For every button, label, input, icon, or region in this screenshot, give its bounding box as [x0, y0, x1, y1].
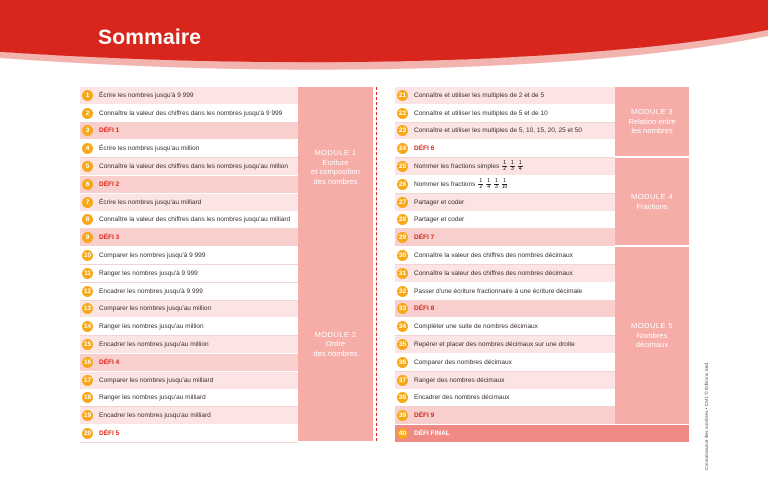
item-label: DÉFI 7: [414, 234, 435, 242]
module-4-title: MODULE 4: [630, 192, 674, 201]
item-label: Passer d'une écriture fractionnaire à une écriture décimale: [414, 287, 583, 295]
list-item: [395, 372, 615, 390]
list-item: [80, 87, 298, 105]
fraction: [486, 179, 491, 190]
item-label: DÉFI 5: [99, 430, 120, 438]
item-label: Ranger des nombres décimaux: [414, 376, 505, 384]
item-number-badge: 10: [83, 252, 92, 260]
item-label: Compléter une suite de nombres décimaux: [414, 323, 538, 331]
list-item: [80, 229, 298, 247]
fraction-numerator: 1: [518, 160, 522, 167]
module-4-line: Fractions: [636, 201, 668, 211]
item-number-badge: 4: [82, 143, 93, 154]
item-label: Écrire les nombres jusqu'au million: [99, 145, 200, 153]
item-label: Partager et coder: [414, 198, 465, 206]
item-label: Connaître et utiliser les multiples de 2 et de 5: [414, 91, 545, 99]
module-3-line: Relation entre: [628, 116, 676, 126]
item-label: Encadrer des nombres décimaux: [414, 394, 510, 402]
module-5-panel: [615, 247, 689, 424]
module-3-title: MODULE 3: [630, 107, 674, 117]
list-item: [395, 105, 615, 123]
item-number-badge: 24: [398, 145, 407, 153]
list-item: [80, 407, 298, 425]
list-item: [395, 194, 615, 212]
item-label: DÉFI 6: [414, 145, 435, 153]
item-label: DÉFI 9: [414, 412, 435, 420]
list-item: [80, 194, 298, 212]
fraction-denominator: 3: [511, 166, 514, 173]
item-label: Connaître la valeur des chiffres des nombres décimaux: [414, 269, 573, 277]
item-number-badge: 27: [398, 198, 407, 206]
item-number-badge: 20: [83, 430, 92, 438]
list-item: [80, 336, 298, 354]
item-number-badge: 6: [82, 179, 93, 190]
item-number-badge: 9: [82, 232, 93, 243]
module-2-line: des nombres: [313, 348, 358, 358]
item-number-badge: 35: [398, 341, 407, 349]
list-item: [80, 212, 298, 230]
list-item: [80, 176, 298, 194]
item-label: Encadrer les nombres jusqu'à 9 999: [99, 287, 203, 295]
fraction-numerator: 1: [503, 177, 506, 184]
item-number-badge: 1: [82, 90, 93, 101]
item-number-badge: 38: [398, 394, 407, 402]
list-item: [80, 301, 298, 319]
item-label: Connaître et utiliser les multiples de 5, 10, 15, 20, 25 et 50: [414, 127, 583, 135]
module-1-line: et composition: [311, 167, 360, 176]
item-label: Comparer des nombres décimaux: [414, 358, 512, 366]
item-number-badge: 40: [398, 430, 407, 438]
fraction-numerator: 1: [511, 160, 514, 167]
item-number-badge: 13: [83, 305, 92, 313]
fraction-numerator: 1: [479, 177, 483, 184]
item-label: Nommer les fractions: [414, 180, 476, 188]
item-label: Comparer les nombres jusqu'au milliard: [99, 376, 214, 384]
fraction-numerator: 1: [503, 160, 507, 167]
item-label: Connaître la valeur des chiffres dans les nombres jusqu'à 9 999: [99, 109, 283, 117]
item-number-badge: 7: [82, 197, 93, 208]
list-item: [395, 354, 615, 372]
item-number-badge: 14: [83, 323, 92, 331]
fraction-denominator: 10: [501, 183, 508, 190]
item-label: Ranger les nombres jusqu'à 9 999: [99, 269, 198, 277]
item-number-badge: 18: [83, 394, 92, 402]
item-number-badge: 28: [398, 216, 407, 224]
item-label: DÉFI 1: [99, 127, 120, 135]
list-item: [395, 425, 689, 443]
item-label: Connaître et utiliser les multiples de 5 et de 10: [414, 109, 548, 117]
module-3-panel: [615, 87, 689, 156]
module-4-panel: [615, 158, 689, 245]
list-item: [395, 390, 615, 408]
side-note-text: Connaissance des nombres • CM1 © Éditions Sed: [705, 362, 710, 470]
item-number-badge: 36: [398, 358, 407, 366]
fraction: [478, 179, 483, 190]
list-item: [80, 158, 298, 176]
module-2-line: Ordre: [325, 339, 346, 349]
item-label: DÉFI 4: [99, 358, 120, 366]
module-5-title: MODULE 5: [630, 321, 674, 331]
item-number-badge: 23: [398, 127, 407, 135]
list-item: [395, 87, 615, 105]
list-item: [80, 140, 298, 158]
item-label: DÉFI 8: [414, 305, 435, 313]
item-number-badge: 16: [83, 358, 92, 366]
item-number-badge: 3: [82, 125, 93, 136]
item-number-badge: 2: [82, 108, 93, 119]
item-number-badge: 33: [398, 305, 407, 313]
fraction-denominator: 3: [494, 183, 498, 190]
list-item: [80, 105, 298, 123]
fraction: [502, 161, 507, 172]
item-number-badge: 29: [398, 234, 407, 242]
item-number-badge: 26: [398, 180, 407, 188]
item-label: DÉFI 3: [99, 234, 120, 242]
item-number-badge: 11: [82, 268, 93, 279]
page-title: Sommaire: [98, 26, 202, 49]
list-item: [80, 372, 298, 390]
module-2-title: MODULE 2: [314, 329, 357, 339]
item-number-badge: 22: [398, 109, 407, 117]
list-item: [395, 176, 615, 194]
fraction-denominator: 4: [487, 183, 490, 190]
item-number-badge: 21: [398, 91, 407, 99]
fraction-numerator: 1: [494, 177, 498, 184]
list-item: [395, 140, 615, 158]
module-5-line: Nombres: [636, 330, 668, 340]
item-number-badge: 19: [83, 412, 92, 420]
module-1-panel: [298, 87, 373, 247]
item-label: Écrire les nombres jusqu'au milliard: [99, 198, 202, 206]
list-item: [80, 265, 298, 283]
side-note: [705, 340, 715, 470]
list-item: [80, 247, 298, 265]
item-number-badge: 25: [398, 163, 407, 171]
list-item: [395, 336, 615, 354]
list-item: [395, 265, 615, 283]
item-number-badge: 12: [83, 287, 92, 295]
item-label: DÉFI 2: [99, 180, 120, 188]
item-label: Comparer les nombres jusqu'à 9 999: [99, 252, 206, 260]
column-divider: [376, 87, 377, 441]
item-label: Ranger les nombres jusqu'au million: [99, 323, 204, 331]
module-1-line: des nombres: [313, 176, 358, 186]
list-item: [80, 283, 298, 301]
list-item: [395, 123, 615, 141]
item-number-badge: 5: [82, 161, 93, 172]
item-label: Comparer les nombres jusqu'au million: [99, 305, 212, 313]
list-item: [395, 407, 615, 425]
list-item: [395, 318, 615, 336]
list-item: [395, 158, 615, 176]
item-number-badge: 15: [83, 341, 92, 349]
item-label: Repérer et placer des nombres décimaux sur une droite: [414, 341, 575, 349]
fraction-numerator: 1: [487, 177, 490, 184]
list-item: [80, 390, 298, 408]
item-label: Nommer les fractions simples: [414, 163, 500, 171]
left-column: [80, 87, 298, 443]
item-label: Connaître la valeur des chiffres des nombres décimaux: [414, 252, 573, 260]
header-banner: [0, 0, 768, 80]
list-item: [395, 283, 615, 301]
fraction-denominator: 2: [503, 166, 507, 173]
module-5-line: décimaux: [635, 340, 669, 350]
item-number-badge: 34: [398, 323, 407, 331]
list-item: [395, 229, 615, 247]
item-number-badge: 31: [398, 269, 407, 277]
fraction: [510, 161, 515, 172]
list-item: [80, 318, 298, 336]
module-2-panel: [298, 247, 373, 441]
item-label: Ranger les nombres jusqu'au milliard: [99, 394, 206, 402]
item-label: Connaître la valeur des chiffres dans les nombres jusqu'au million: [99, 163, 288, 171]
fraction: [518, 161, 523, 172]
module-3-line: les nombres: [631, 126, 673, 136]
list-item: [80, 123, 298, 141]
list-item: [395, 212, 615, 230]
item-label: DÉFI FINAL: [414, 430, 450, 438]
module-1-line: Écriture: [322, 157, 349, 167]
item-number-badge: 37: [398, 376, 407, 384]
right-column: [395, 87, 615, 443]
item-label: Encadrer les nombres jusqu'au milliard: [99, 412, 211, 420]
list-item: [80, 425, 298, 443]
item-label: Connaître la valeur des chiffres dans les nombres jusqu'au milliard: [99, 216, 291, 224]
fraction: [494, 179, 499, 190]
list-item: [395, 247, 615, 265]
item-label: Écrire les nombres jusqu'à 9 999: [99, 91, 194, 99]
item-label: Partager et coder: [414, 216, 465, 224]
item-label: Encadrer les nombres jusqu'au million: [99, 341, 209, 349]
fraction-denominator: 4: [518, 166, 522, 173]
fraction-denominator: 2: [479, 183, 483, 190]
item-number-badge: 8: [82, 214, 93, 225]
item-number-badge: 39: [398, 412, 407, 420]
item-number-badge: 17: [83, 376, 92, 384]
item-number-badge: 32: [398, 287, 407, 295]
module-1-title: MODULE 1: [314, 148, 357, 157]
item-number-badge: 30: [398, 252, 407, 260]
list-item: [80, 354, 298, 372]
list-item: [395, 301, 615, 319]
fraction: [502, 179, 508, 190]
